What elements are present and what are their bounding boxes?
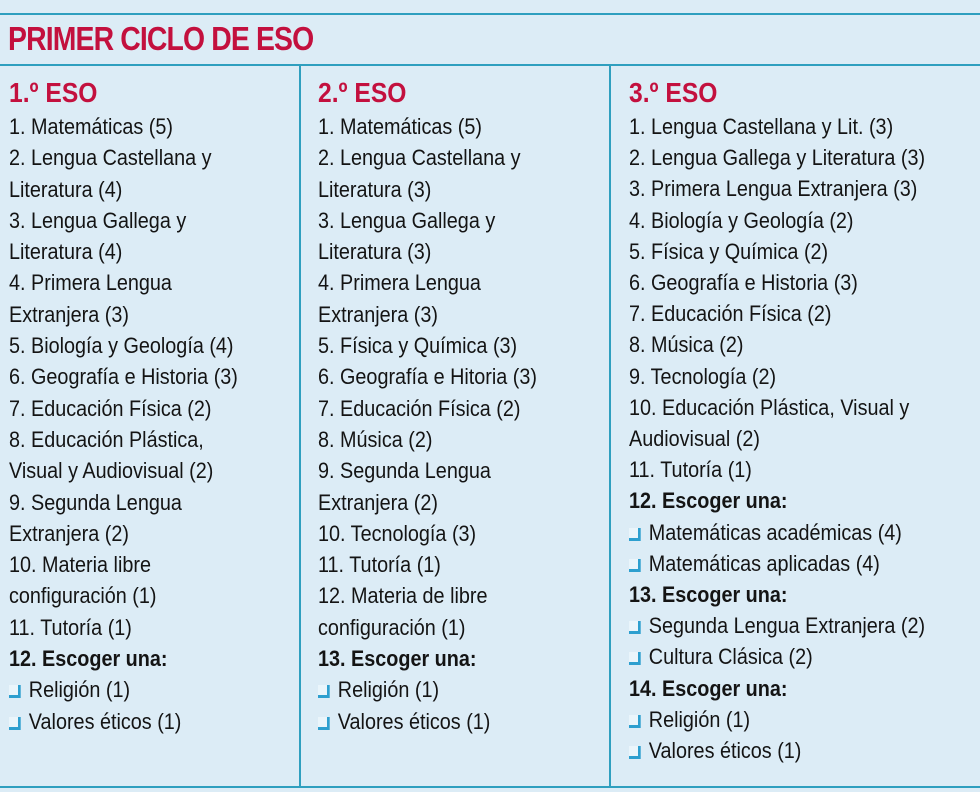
subject-item: [318, 236, 537, 267]
subject-text: 9. Tecnología (2): [629, 363, 777, 389]
top-rule: [0, 13, 980, 15]
subject-item: [9, 455, 238, 486]
subject-item: [318, 580, 537, 611]
subject-item: [9, 424, 238, 455]
subject-text: configuración (1): [9, 583, 157, 609]
subject-text: Extranjera (3): [9, 301, 129, 327]
checkbox-icon: [318, 717, 330, 730]
subject-text: Literatura (3): [318, 176, 432, 202]
option-item: [629, 735, 925, 766]
column-1-eso: [9, 74, 263, 737]
option-item: [629, 548, 925, 579]
subject-item: [9, 393, 238, 424]
subject-text: 5. Física y Química (2): [629, 238, 829, 264]
subject-text: 7. Educación Física (2): [9, 395, 212, 421]
subject-text: 9. Segunda Lengua: [318, 458, 491, 484]
checkbox-icon: [9, 717, 21, 730]
subject-item: [318, 612, 537, 643]
column-title: 2.º ESO: [318, 77, 407, 108]
subject-text: Literatura (4): [9, 176, 123, 202]
subject-text: 8. Música (2): [318, 426, 433, 452]
subject-text: 3. Lengua Gallega y: [9, 207, 187, 233]
subject-text: Extranjera (2): [318, 489, 438, 515]
subject-text: Matemáticas académicas (4): [648, 519, 902, 545]
subject-text: Literatura (4): [9, 239, 123, 265]
subject-text: 8. Educación Plástica,: [9, 426, 204, 452]
subject-text: Segunda Lengua Extranjera (2): [648, 613, 926, 639]
subject-text: 13. Escoger una:: [318, 646, 477, 672]
checkbox-icon: [629, 746, 641, 759]
subject-item: [9, 361, 238, 392]
option-item: [629, 704, 925, 735]
choice-heading: [9, 643, 238, 674]
subject-item: [9, 518, 238, 549]
subject-text: 4. Primera Lengua: [9, 270, 172, 296]
subject-item: [629, 361, 925, 392]
subject-item: [318, 455, 537, 486]
subject-item: [629, 329, 925, 360]
subject-item: [629, 454, 925, 485]
subject-item: [629, 423, 925, 454]
column-2-eso: [318, 74, 561, 737]
subject-text: 7. Educación Física (2): [629, 301, 832, 327]
subject-text: 3. Lengua Gallega y: [318, 207, 496, 233]
subject-item: [629, 173, 925, 204]
subject-item: [318, 205, 537, 236]
subject-item: [9, 549, 238, 580]
subject-item: [318, 267, 537, 298]
subject-item: [318, 111, 537, 142]
subject-item: [9, 142, 238, 173]
checkbox-icon: [629, 528, 641, 541]
subject-text: 14. Escoger una:: [629, 675, 788, 701]
subject-text: 1. Matemáticas (5): [318, 114, 482, 139]
subject-item: [318, 487, 537, 518]
subject-text: 2. Lengua Castellana y: [318, 145, 521, 171]
subject-text: Audiovisual (2): [629, 426, 760, 452]
subject-text: Extranjera (3): [318, 301, 438, 327]
subject-item: [9, 236, 238, 267]
subject-text: 8. Música (2): [629, 332, 744, 358]
subject-list: [318, 111, 561, 737]
subject-text: configuración (1): [318, 614, 466, 640]
subject-text: 10. Educación Plástica, Visual y: [629, 394, 910, 420]
subject-text: 6. Geografía e Hitoria (3): [318, 364, 538, 390]
option-item: [9, 674, 238, 705]
subject-item: [9, 174, 238, 205]
subject-text: 2. Lengua Gallega y Literatura (3): [629, 145, 926, 171]
choice-heading: [318, 643, 537, 674]
subject-text: 7. Educación Física (2): [318, 395, 521, 421]
subject-text: 10. Materia libre: [9, 552, 151, 578]
subject-item: [9, 267, 238, 298]
option-item: [629, 641, 925, 672]
subject-item: [9, 612, 238, 643]
column-divider-2: [609, 66, 611, 786]
checkbox-icon: [318, 685, 330, 698]
subject-text: 12. Materia de libre: [318, 583, 488, 609]
subject-item: [9, 299, 238, 330]
subject-text: 12. Escoger una:: [629, 488, 788, 514]
column-divider-1: [299, 66, 301, 786]
subject-item: [629, 205, 925, 236]
subject-text: Valores éticos (1): [337, 708, 491, 734]
subject-text: Visual y Audiovisual (2): [9, 458, 214, 484]
subject-item: [318, 330, 537, 361]
subject-text: 2. Lengua Castellana y: [9, 145, 212, 171]
subject-item: [9, 580, 238, 611]
checkbox-icon: [9, 685, 21, 698]
subject-text: Valores éticos (1): [648, 738, 802, 764]
subject-item: [318, 393, 537, 424]
subject-item: [629, 298, 925, 329]
subject-text: 5. Física y Química (3): [318, 333, 518, 359]
subject-text: Matemáticas aplicadas (4): [648, 550, 880, 576]
subject-text: 1. Lengua Castellana y Lit. (3): [629, 114, 894, 139]
subject-item: [629, 392, 925, 423]
subject-item: [9, 111, 238, 142]
subject-text: 11. Tutoría (1): [318, 552, 441, 578]
subject-text: Literatura (3): [318, 239, 432, 265]
subject-text: 6. Geografía e Historia (3): [629, 270, 858, 296]
subject-text: 3. Primera Lengua Extranjera (3): [629, 176, 918, 202]
choice-heading: [629, 579, 925, 610]
subject-item: [318, 299, 537, 330]
subject-item: [629, 142, 925, 173]
subject-text: Cultura Clásica (2): [648, 644, 813, 670]
subject-text: 11. Tutoría (1): [629, 457, 752, 483]
subject-text: 11. Tutoría (1): [9, 614, 132, 640]
subject-item: [9, 330, 238, 361]
subject-item: [318, 549, 537, 580]
column-3-eso: [629, 74, 958, 766]
subject-text: Religión (1): [648, 706, 751, 732]
option-item: [9, 706, 238, 737]
subject-text: 5. Biología y Geología (4): [9, 333, 234, 359]
subject-text: Valores éticos (1): [28, 708, 182, 734]
checkbox-icon: [629, 621, 641, 634]
checkbox-icon: [629, 715, 641, 728]
subject-item: [629, 267, 925, 298]
subject-item: [629, 236, 925, 267]
subject-list: [9, 111, 263, 737]
checkbox-icon: [629, 652, 641, 665]
subject-text: 9. Segunda Lengua: [9, 489, 182, 515]
subject-item: [9, 205, 238, 236]
option-item: [318, 706, 537, 737]
subject-item: [318, 174, 537, 205]
title-rule: [0, 64, 980, 66]
subject-text: Religión (1): [337, 677, 440, 703]
option-item: [629, 610, 925, 641]
subject-text: 1. Matemáticas (5): [9, 114, 173, 139]
subject-text: Extranjera (2): [9, 520, 129, 546]
subject-item: [318, 424, 537, 455]
subject-text: 6. Geografía e Historia (3): [9, 364, 238, 390]
choice-heading: [629, 485, 925, 516]
subject-text: 12. Escoger una:: [9, 646, 168, 672]
subject-item: [9, 487, 238, 518]
option-item: [318, 674, 537, 705]
checkbox-icon: [629, 559, 641, 572]
subject-item: [318, 142, 537, 173]
subject-text: 4. Biología y Geología (2): [629, 207, 854, 233]
subject-item: [318, 361, 537, 392]
column-title: 1.º ESO: [9, 77, 98, 108]
subject-text: 10. Tecnología (3): [318, 520, 477, 546]
subject-list: [629, 111, 958, 766]
bottom-rule: [0, 786, 980, 788]
page-title: PRIMER CICLO DE ESO: [8, 20, 314, 57]
option-item: [629, 517, 925, 548]
choice-heading: [629, 673, 925, 704]
subject-text: 4. Primera Lengua: [318, 270, 481, 296]
subject-item: [629, 111, 925, 142]
subject-text: Religión (1): [28, 677, 131, 703]
subject-item: [318, 518, 537, 549]
subject-text: 13. Escoger una:: [629, 582, 788, 608]
column-title: 3.º ESO: [629, 77, 718, 108]
